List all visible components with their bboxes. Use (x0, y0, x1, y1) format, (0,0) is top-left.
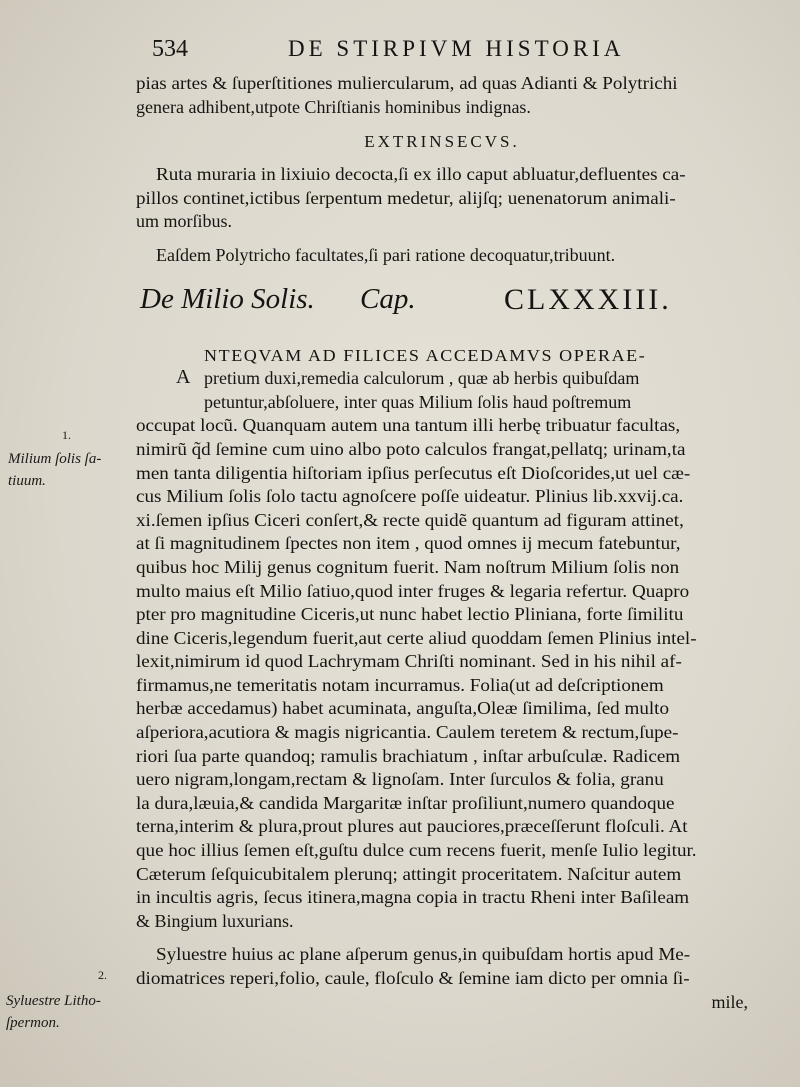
text-line: lexit,nimirum id quod Lachrymam Chriſti nominant. Sed in his nihil af- (136, 651, 682, 672)
opening-paragraph (136, 72, 748, 119)
text-line: cus Milium ſolis ſolo tactu agnoſcere poſſe uideatur. Plinius lib.xxvij.ca. (136, 486, 684, 507)
text-line: aſperiora,acutiora & magis nigricantia. Caulem teretem & rectum,ſupe- (136, 722, 679, 743)
text-line: nimirũ q̃d ſemine cum uino albo poto calculos frangat,pellatq; urinam,ta (136, 438, 686, 459)
page-header (0, 36, 800, 66)
text-line: at ſi magnitudinem ſpectes non item , quod omnes ij mecum fatebuntur, (136, 533, 681, 554)
text-line: pillos continet,ictibus ſerpentum medetur, alijſq; uenenatorum animali- (136, 187, 676, 208)
extrinsecus-paragraph-1 (136, 163, 748, 234)
text-line: dine Ciceris,legendum fuerit,aut certe aliud quoddam ſemen Plinius intel- (136, 627, 697, 648)
margin-note-2 (6, 990, 101, 1034)
drop-capital: A (176, 365, 191, 388)
text-block (136, 72, 748, 1014)
text-line: & Bingium luxurians. (136, 910, 294, 931)
chapter-number: CLXXXIII. (504, 282, 672, 316)
margin-note-1 (8, 448, 101, 492)
text-line: terna,interim & plura,prout plures aut pauciores,præceſſerunt floſculi. At (136, 816, 688, 837)
margin-note-line: ſpermon. (6, 1015, 60, 1031)
text-line: quibus hoc Milij genus cognitum fuerit. Nam noſtrum Milium ſolis non (136, 556, 680, 577)
text-line: petuntur,abſoluere, inter quas Milium ſolis haud poſtremum (204, 391, 632, 412)
margin-note-line: Syluestre Litho- (6, 993, 101, 1009)
text-line: multo maius eſt Milio ſatiuo,quod inter fruges & legaria refertur. Quapro (136, 580, 690, 601)
section-heading: EXTRINSECVS. (364, 132, 520, 152)
page-number: 534 (152, 36, 188, 62)
running-title: DE STIRPIVM HISTORIA (288, 36, 625, 61)
margin-note-line: Milium ſolis ſa- (8, 451, 102, 467)
chapter-title: De Milio Solis. (140, 282, 315, 315)
text-line: in incultis agris, ſecus itinera,magna copia in tractu Rheni inter Baſileam (136, 887, 690, 908)
chapter-body (136, 344, 748, 1015)
catchword: mile, (711, 991, 748, 1012)
chapter-heading (136, 284, 748, 336)
text-line: xi.ſemen ipſius Ciceri conſert,& recte quidẽ quantum ad figuram attinet, (136, 509, 684, 530)
margin-note-marker: 1. (62, 428, 71, 442)
last-paragraph (136, 943, 748, 1014)
text-line: Cæterum ſeſquicubitalem plerunq; attingit proceritatem. Naſcitur autem (136, 863, 682, 884)
text-line: pias artes & ſuperſtitiones muliercularum, ad quas Adianti & Polytrichi (136, 73, 678, 93)
text-line: firmamus,ne temeritatis notam incurramus. Folia(ut ad deſcriptionem (136, 674, 664, 695)
text-line: men tanta diligentia hiſtoriam ipſius perſecutus eſt Dioſcorides,ut uel cæ- (136, 462, 691, 483)
text-line: uero nigram,longam,rectam & lignoſam. Inter ſurculos & folia, granu (136, 769, 664, 790)
chapter-cap-label: Cap. (360, 282, 416, 315)
main-paragraph (136, 414, 748, 933)
margin-note-marker: 2. (98, 968, 107, 982)
text-line: um morſibus. (136, 211, 233, 232)
opening-lines (136, 344, 748, 415)
text-line: Ruta muraria in lixiuio decocta,ſi ex illo caput abluatur,defluentes ca- (156, 164, 686, 185)
extrinsecus-paragraph-2 (136, 244, 748, 268)
text-line: pretium duxi,remedia calculorum , quæ ab herbis quibuſdam (204, 368, 640, 389)
text-line: occupat locũ. Quanquam autem una tantum illi herbę tribuatur facultas, (136, 415, 681, 436)
text-line: herbæ accedamus) habet acuminata, anguſta,Oleæ ſimilima, ſed multo (136, 698, 670, 719)
text-line: Syluestre huius ac plane aſperum genus,in quibuſdam hortis apud Me- (156, 944, 691, 965)
text-line: que hoc illius ſemen eſt,guſtu dulce cum recens fuerit, menſe Iulio legitur. (136, 840, 697, 861)
text-line: NTEQVAM AD FILICES ACCEDAMVS OPERAE- (204, 345, 647, 365)
text-line: diomatrices reperi,folio, caule, floſculo & ſemine iam dicto per omnia ſi- (136, 968, 690, 988)
text-line: genera adhibent,utpote Chriſtianis hominibus indignas. (136, 96, 531, 117)
text-line: Eaſdem Polytricho facultates,ſi pari ratione decoquatur,tribuunt. (156, 244, 616, 265)
text-line: la dura,læuia,& candida Margaritæ inſtar proſiliunt,numero quandoque (136, 792, 675, 813)
text-line: pter pro magnitudine Ciceris,ut nunc habet lectio Pliniana, forte ſimilitu (136, 604, 684, 625)
text-line: riori ſua parte quandoq; ramulis brachiatum , inſtar arbuſculæ. Radicem (136, 745, 681, 766)
margin-note-line: tiuum. (8, 473, 46, 489)
